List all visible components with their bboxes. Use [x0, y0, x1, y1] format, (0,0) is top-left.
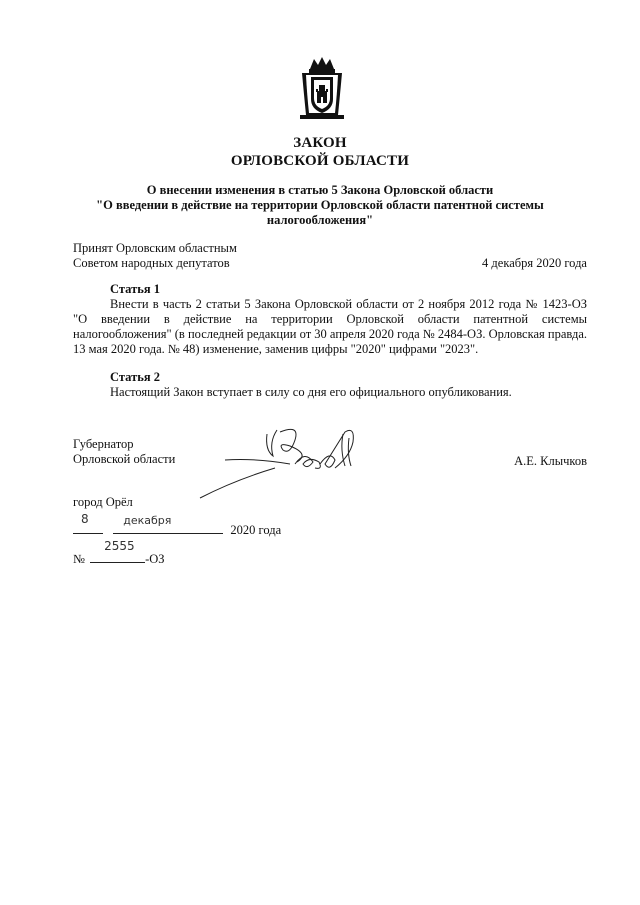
adoption-line1: Принят Орловским областным [73, 241, 237, 255]
city-label: город Орёл [73, 495, 133, 509]
article1-text: Внести в часть 2 статьи 5 Закона Орловской области от 2 ноября 2012 года № 1423-ОЗ "О введении в действие на территории Орловской области патентной системы налогообложения" (в последней редакции от 30 апреля 2020 года № 2484-ОЗ. Орловская правда. 13 мая 2020 года. № 48) изменение, заменив цифры "2020" цифрами "2023". [73, 297, 587, 356]
law-number [73, 539, 165, 567]
signatory-position-line1: Губернатор [73, 437, 134, 451]
article2-text: Настоящий Закон вступает в силу со дня его официального опубликования. [110, 385, 512, 399]
doc-title-line2: ОРЛОВСКОЙ ОБЛАСТИ [230, 153, 410, 169]
number-prefix: № [73, 552, 85, 566]
number-value: 2555 [104, 539, 135, 553]
handwritten-signature [195, 420, 365, 505]
article1-heading: Статья 1 [110, 282, 160, 296]
doc-subtitle-line1: О внесении изменения в статью 5 Закона Орловской области [146, 183, 494, 197]
signatory-name: А.Е. Клычков [514, 454, 587, 468]
doc-title-line1: ЗАКОН [293, 135, 347, 151]
signing-date [73, 512, 282, 538]
doc-subtitle-line3: налогообложения" [266, 213, 374, 227]
date-day: 8 [81, 512, 89, 526]
coat-of-arms-icon [300, 55, 344, 121]
article2-heading: Статья 2 [110, 370, 160, 384]
date-month: декабря [123, 514, 172, 527]
adoption-line2: Советом народных депутатов [73, 256, 230, 270]
signatory-position-line2: Орловской области [73, 452, 176, 466]
date-year: 2020 года [230, 523, 282, 537]
doc-subtitle-line2: "О введении в действие на территории Орловской области патентной системы [96, 198, 544, 212]
adoption-date: 4 декабря 2020 года [482, 256, 587, 270]
number-suffix: -ОЗ [145, 552, 165, 566]
